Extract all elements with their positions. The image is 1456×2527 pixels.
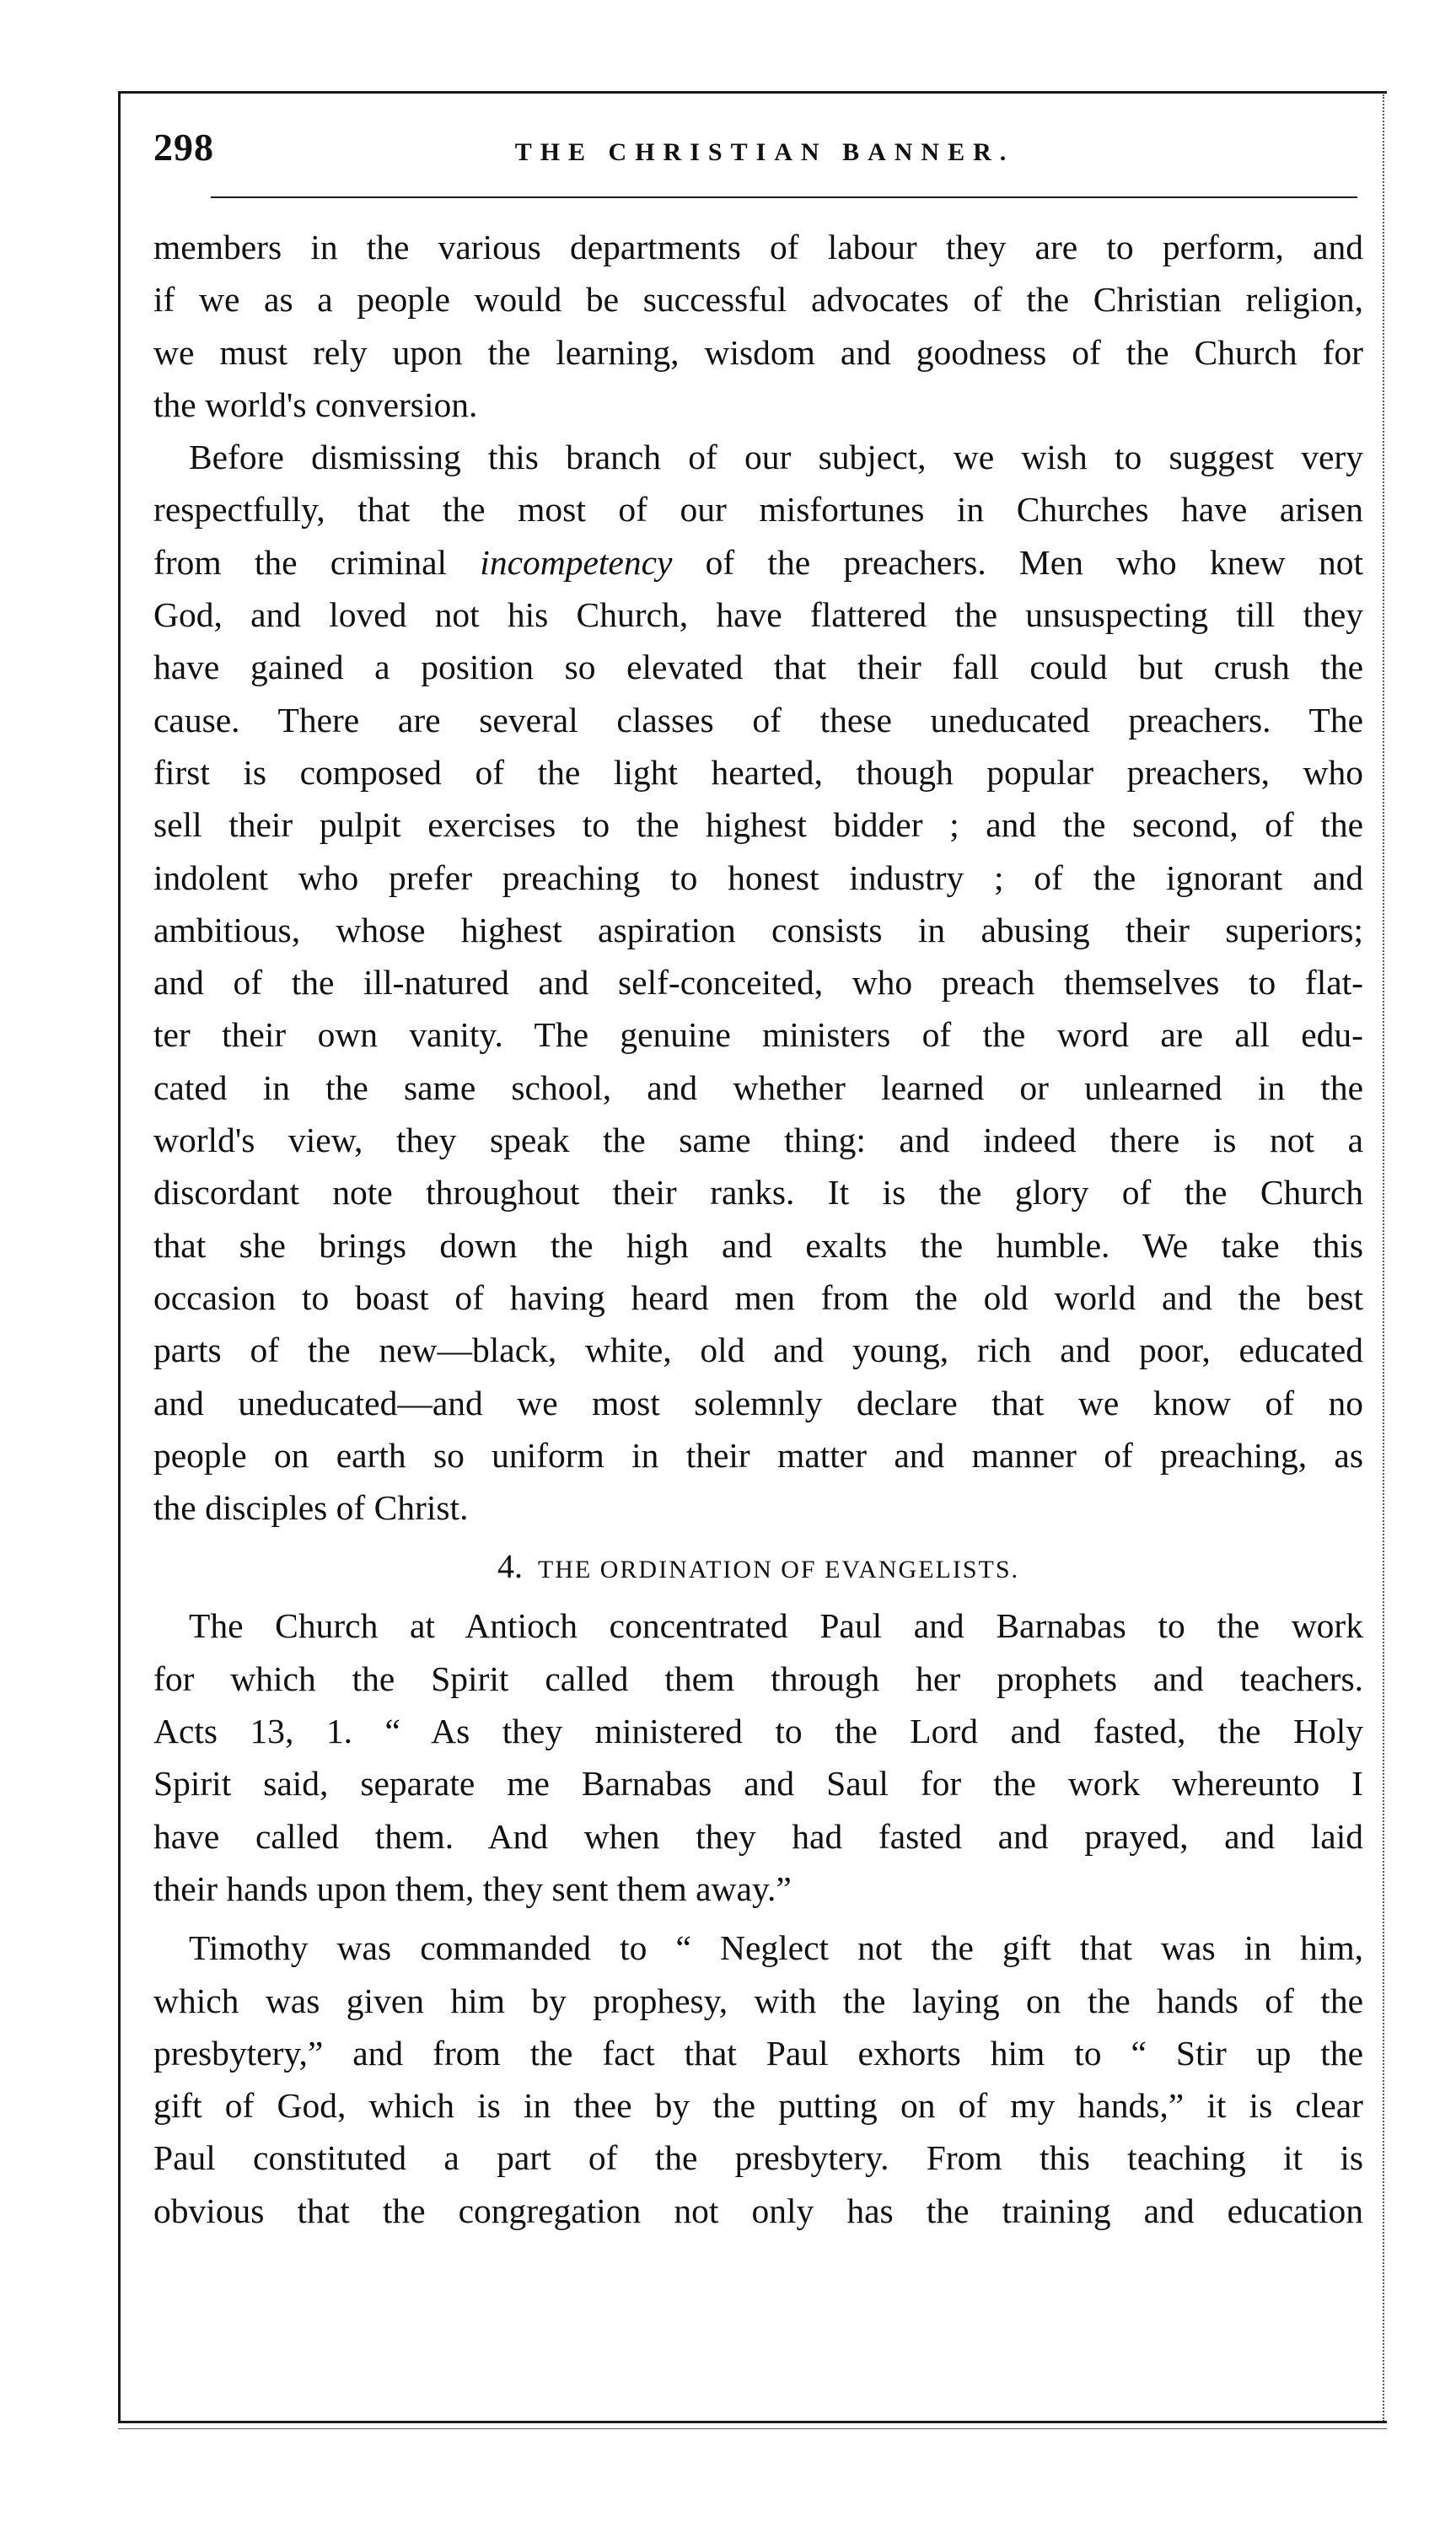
text-line: their hands upon them, they sent them away.” xyxy=(153,1868,792,1908)
paragraph-2 xyxy=(153,431,1363,1534)
page-number: 298 xyxy=(153,126,214,169)
text-line-with-italic xyxy=(153,536,1363,589)
text-fragment: of the preachers. Men who knew not xyxy=(672,542,1363,582)
text-line: people on earth so uniform in their matter and manner of preaching, as xyxy=(153,1435,1363,1475)
text-line: ter their own vanity. The genuine ministers of the word are all edu- xyxy=(153,1015,1363,1055)
text-line: if we as a people would be successful advocates of the Christian religion, xyxy=(153,280,1363,320)
text-line: respectfully, that the most of our misfortunes in Churches have arisen xyxy=(153,490,1363,530)
page-border-top xyxy=(118,91,1387,94)
italic-phrase: incompetency xyxy=(480,542,673,582)
header-rule xyxy=(211,196,1357,198)
page-border-right xyxy=(1383,94,1384,2422)
section-title: THE ORDINATION OF EVANGELISTS. xyxy=(537,1556,1020,1584)
text-line: Paul constituted a part of the presbytery. From this teaching it is xyxy=(153,2138,1363,2178)
text-line: have gained a position so elevated that their fall could but crush the xyxy=(153,648,1363,687)
text-line: presbytery,” and from the fact that Paul exhorts him to “ Stir up the xyxy=(153,2033,1363,2073)
running-title: THE CHRISTIAN BANNER. xyxy=(514,138,1015,166)
text-line: ambitious, whose highest aspiration consists in abusing their superiors; xyxy=(153,910,1363,949)
section-number: 4. xyxy=(497,1547,523,1586)
text-line: Timothy was commanded to “ Neglect not the gift that was in him, xyxy=(189,1928,1363,1968)
text-line: and of the ill-natured and self-conceited, who preach themselves to flat- xyxy=(153,963,1363,1003)
text-line: and uneducated—and we most solemnly declare that we know of no xyxy=(153,1383,1363,1422)
page-border-bottom-thin xyxy=(118,2428,1387,2429)
text-line: parts of the new—black, white, old and young, rich and poor, educated xyxy=(153,1331,1363,1370)
text-line: occasion to boast of having heard men from the old world and the best xyxy=(153,1277,1363,1317)
text-line: indolent who prefer preaching to honest industry ; of the ignorant and xyxy=(153,858,1363,897)
text-line: Acts 13, 1. “ As they ministered to the Lord and fasted, the Holy xyxy=(153,1712,1363,1751)
text-line: have called them. And when they had fasted and prayed, and laid xyxy=(153,1816,1363,1856)
text-line: sell their pulpit exercises to the highest bidder ; and the second, of the xyxy=(153,805,1363,845)
text-line: Spirit said, separate me Barnabas and Saul for the work whereunto I xyxy=(153,1764,1363,1804)
page-border-left xyxy=(118,91,121,2422)
text-line: gift of God, which is in thee by the putting on of my hands,” it is clear xyxy=(153,2086,1363,2126)
text-line: which was given him by prophesy, with the laying on the hands of the xyxy=(153,1981,1363,2020)
page-border-bottom xyxy=(118,2421,1387,2423)
text-line: for which the Spirit called them through her prophets and teachers. xyxy=(153,1659,1363,1698)
paragraph-1 xyxy=(153,221,1363,431)
section-heading xyxy=(153,1540,1363,1596)
text-line: God, and loved not his Church, have flattered the unsuspecting till they xyxy=(153,595,1363,635)
paragraph-3 xyxy=(153,1600,1363,1915)
text-line: world's view, they speak the same thing: and indeed there is not a xyxy=(153,1121,1363,1160)
text-line: the disciples of Christ. xyxy=(153,1488,469,1528)
text-line: members in the various departments of labour they are to perform, and xyxy=(153,228,1363,266)
paragraph-4 xyxy=(153,1922,1363,2237)
page-header xyxy=(153,125,1376,175)
text-line: the world's conversion. xyxy=(153,384,478,424)
text-line: cause. There are several classes of these uneducated preachers. The xyxy=(153,700,1363,739)
text-line: we must rely upon the learning, wisdom and goodness of the Church for xyxy=(153,332,1363,372)
text-fragment: from the criminal xyxy=(153,542,481,582)
text-line: discordant note throughout their ranks. It is the glory of the Church xyxy=(153,1173,1363,1212)
text-line: The Church at Antioch concentrated Paul and Barnabas to the work xyxy=(189,1606,1363,1646)
text-line: that she brings down the high and exalts the humble. We take this xyxy=(153,1225,1363,1265)
article-body xyxy=(153,221,1363,2237)
text-line: cated in the same school, and whether learned or unlearned in the xyxy=(153,1067,1363,1107)
text-line: first is composed of the light hearted, though popular preachers, who xyxy=(153,752,1363,792)
text-line: Before dismissing this branch of our subject, we wish to suggest very xyxy=(189,438,1363,477)
text-line: obvious that the congregation not only has the training and education xyxy=(153,2191,1363,2230)
